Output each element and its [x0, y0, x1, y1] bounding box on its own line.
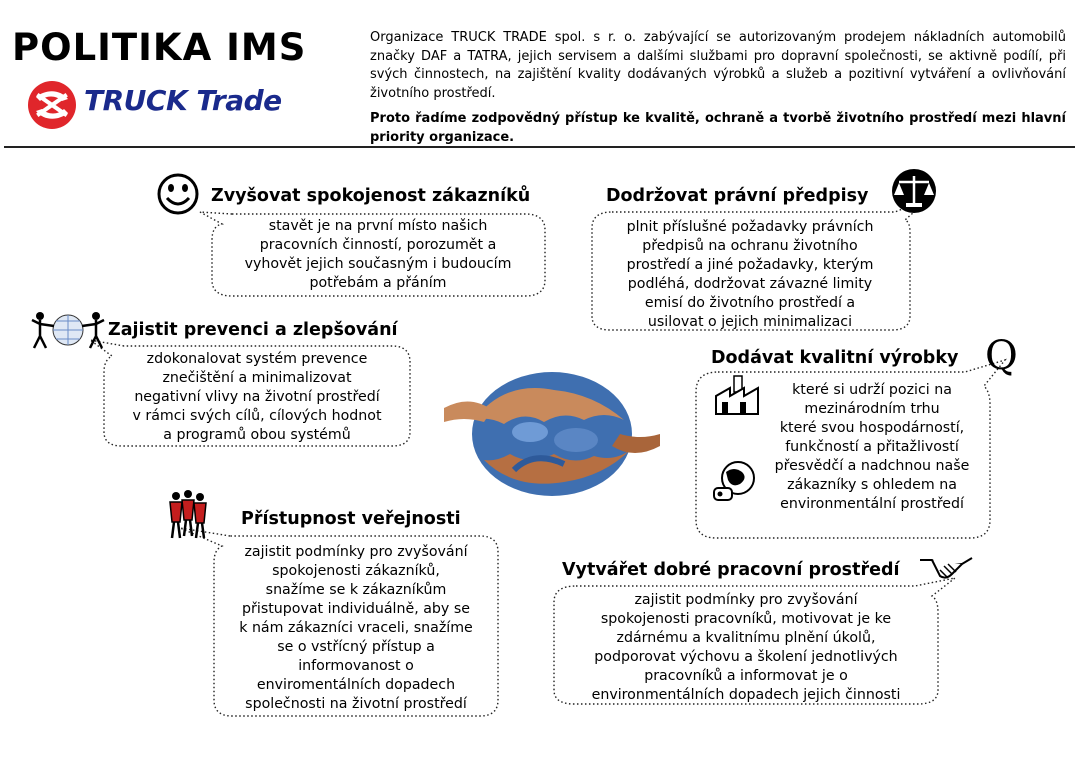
prevention-line: negativní vlivy na životní prostředí [134, 389, 380, 405]
customers-line: pracovních činností, porozumět a [259, 237, 497, 253]
public-line: snažíme se k zákazníkům [265, 582, 447, 598]
products-line: environmentální prostředí [780, 496, 964, 512]
customers-text [218, 217, 538, 293]
products-line: které si udrží pozici na [792, 382, 952, 398]
products-line: přesvědčí a nadchnou naše [774, 458, 970, 474]
workplace-heading: Vytvářet dobré pracovní prostředí [562, 560, 900, 580]
prevention-line: v rámci svých cílů, cílových hodnot [132, 408, 382, 424]
workplace-line: pracovníků a informovat je o [644, 668, 848, 684]
legal-heading: Dodržovat právní předpisy [606, 186, 869, 206]
workplace-line: zdárnému a kvalitnímu plnění úkolů, [616, 630, 876, 646]
customers-line: vyhovět jejich současným i budoucím [244, 256, 512, 272]
scales-icon [888, 168, 940, 214]
public-line: přistupovat individuálně, aby se [242, 601, 470, 617]
workplace-text [560, 591, 932, 705]
products-line: zákazníky s ohledem na [787, 477, 957, 493]
prevention-text [108, 350, 406, 445]
handshake-icon [918, 550, 974, 584]
public-line: informovanost o [298, 658, 414, 674]
public-heading: Přístupnost veřejnosti [241, 509, 461, 529]
legal-line: předpisů na ochranu životního [642, 238, 858, 254]
prevention-line: zdokonalovat systém prevence [146, 351, 368, 367]
public-text [218, 543, 494, 714]
prevention-heading: Zajistit prevenci a zlepšování [108, 320, 398, 340]
logo-wordmark: TRUCK Trade [84, 84, 282, 117]
globe-people-icon [28, 306, 108, 356]
factory-icon [712, 374, 766, 418]
public-line: k nám zákazníci vraceli, snažíme [239, 620, 473, 636]
products-line: které svou hospodárností, [779, 420, 965, 436]
products-line: funkčností a přitažlivostí [785, 439, 959, 455]
public-line: společnosti na životní prostředí [245, 696, 467, 712]
legal-line: prostředí a jiné požadavky, kterým [626, 257, 874, 273]
legal-text [596, 218, 904, 332]
products-heading: Dodávat kvalitní výrobky [711, 348, 959, 368]
products-text [760, 381, 984, 514]
workplace-line: podporovat výchovu a školení jednotlivých [594, 649, 898, 665]
group-people-icon [162, 488, 212, 544]
prevention-line: znečištění a minimalizovat [162, 370, 352, 386]
intro-paragraph: Organizace TRUCK TRADE spol. s r. o. zabývající se autorizovaným prodejem nákladních automobilů značky DAF a TATRA, jejich servisem a dalšími službami pro dopravní společnosti, se aktivně podílí, při svých činnostech, na zajištění kvality dodávaných výrobků a služeb a pozitivní vytváření a ovlivňování životního prostředí. [370, 30, 1066, 101]
legal-line: podléhá, dodržovat závazné limity [627, 276, 873, 292]
q-quality-icon: Q [985, 333, 1018, 379]
customers-line: potřebám a přáním [309, 275, 447, 291]
public-line: enviromentálních dopadech [256, 677, 456, 693]
legal-line: usilovat o jejich minimalizaci [647, 314, 853, 330]
smiley-icon [156, 172, 200, 216]
legal-line: plnit příslušné požadavky právních [626, 219, 874, 235]
prevention-line: a programů obou systémů [163, 427, 351, 443]
hands-globe-image [444, 350, 660, 502]
customers-line: stavět je na první místo našich [268, 218, 488, 234]
public-line: zajistit podmínky pro zvyšování [244, 544, 468, 560]
workplace-line: zajistit podmínky pro zvyšování [634, 592, 858, 608]
public-line: spokojenosti zákazníků, [272, 563, 440, 579]
workplace-line: spokojenosti pracovníků, motivovat je ke [600, 611, 892, 627]
page-title: POLITIKA IMS [12, 26, 307, 69]
globe-machine-icon [710, 458, 760, 504]
intro-priority-statement: Proto řadíme zodpovědný přístup ke kvalitě, ochraně a tvorbě životního prostředí mezi hlavní priority organizace. [370, 111, 1066, 145]
legal-line: emisí do životního prostředí a [644, 295, 856, 311]
public-line: se o vstřícný přístup a [277, 639, 435, 655]
customers-heading: Zvyšovat spokojenost zákazníků [211, 186, 531, 206]
workplace-line: environmentálních dopadech jejich činnosti [591, 687, 901, 703]
products-line: mezinárodním trhu [804, 401, 940, 417]
